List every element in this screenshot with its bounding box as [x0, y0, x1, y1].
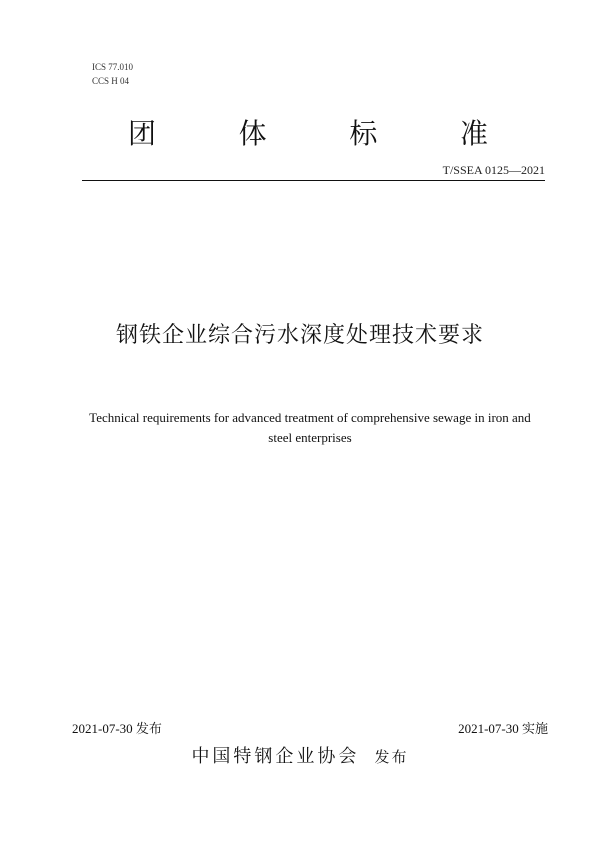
publish-label: 发布 — [374, 748, 409, 766]
standard-type-char: 团 — [128, 117, 157, 150]
chinese-title: 钢铁企业综合污水深度处理技术要求 — [115, 323, 484, 348]
publisher-name: 中国特钢企业协会 — [191, 746, 360, 767]
ics-code: ICS 77.010 — [92, 62, 134, 72]
implementation-date: 2021-07-30 实施 — [458, 721, 548, 736]
issue-date: 2021-07-30 发布 — [72, 721, 162, 736]
standard-type-char: 体 — [238, 117, 267, 150]
classification-codes — [92, 60, 133, 88]
ccs-code: CCS H 04 — [92, 76, 130, 86]
standard-number: T/SSEA 0125—2021 — [442, 163, 545, 177]
english-title — [60, 408, 560, 448]
standard-type-heading — [128, 112, 488, 152]
publisher-line — [0, 742, 600, 768]
english-title-line: Technical requirements for advanced treatment of comprehensive sewage in iron and — [89, 410, 531, 425]
standard-type-char: 标 — [349, 117, 378, 150]
header-divider — [82, 180, 545, 181]
english-title-line: steel enterprises — [268, 430, 352, 445]
standard-type-char: 准 — [459, 117, 488, 150]
